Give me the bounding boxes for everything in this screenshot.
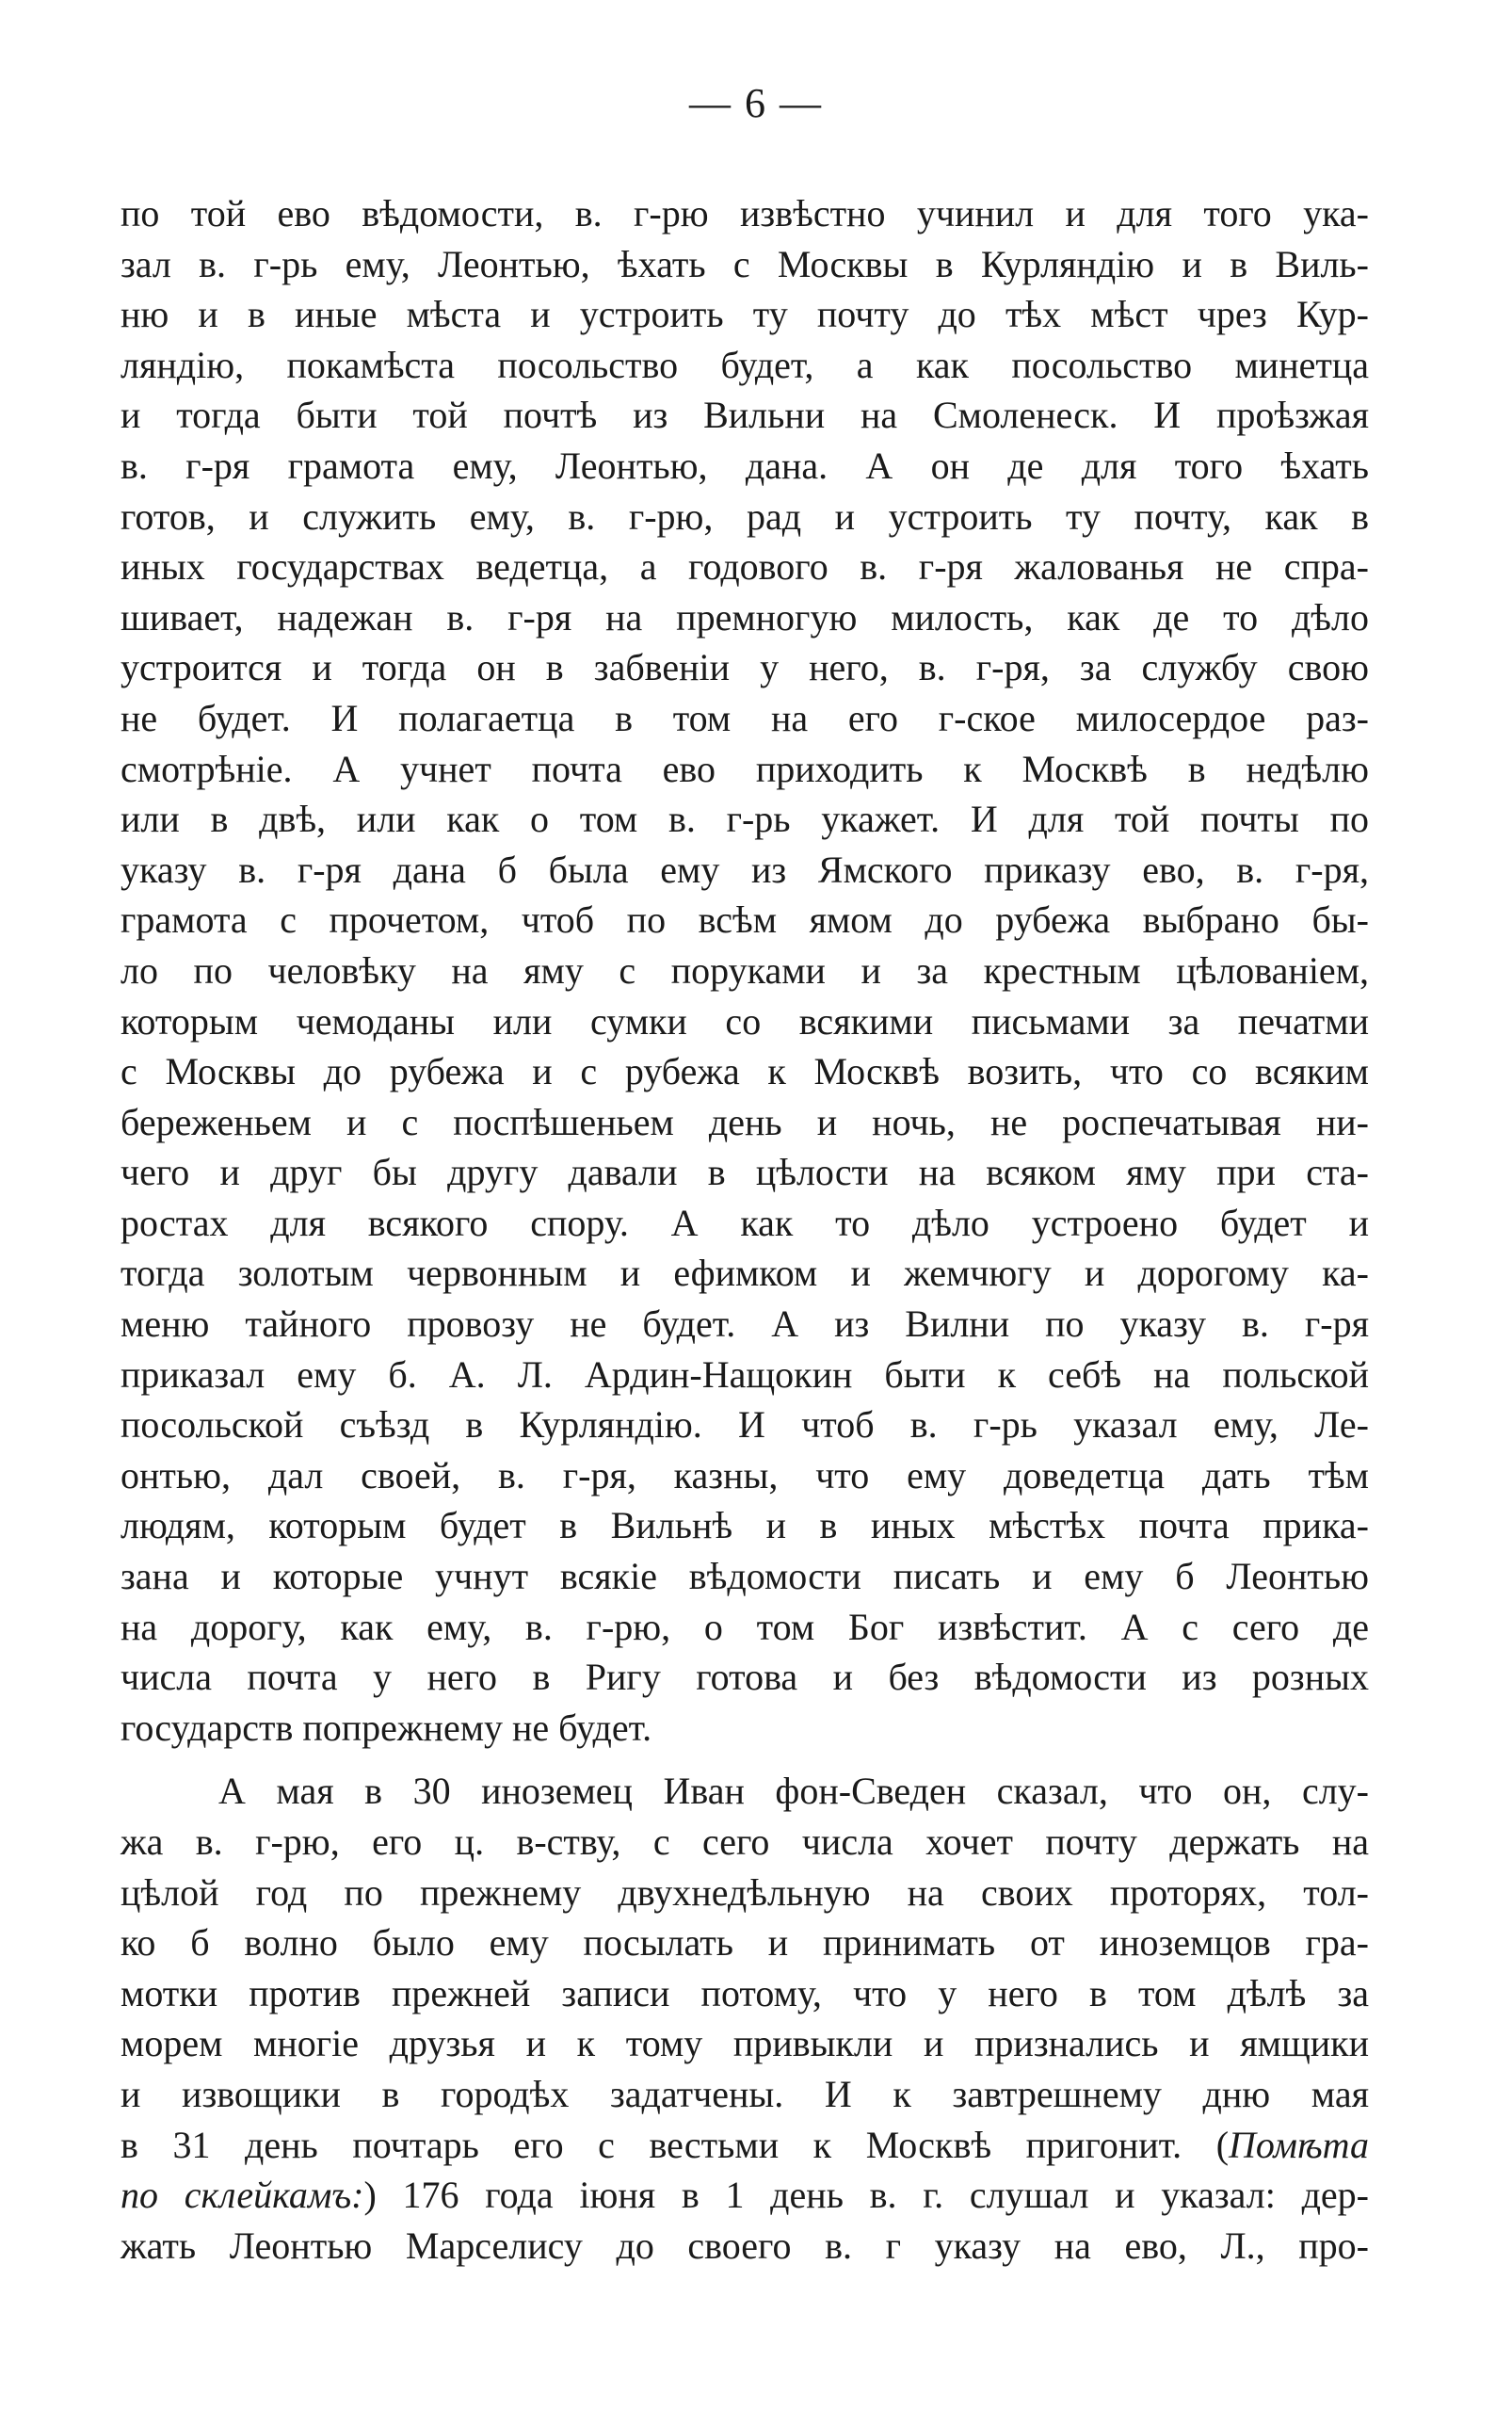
- marginal-note-label: по склейкамъ:: [121, 2174, 364, 2217]
- text-line: зана и которые учнут всякіе вѣдомости писать и ему б Леонтью: [121, 1555, 1369, 1598]
- text-line: береженьем и с поспѣшеньем день и ночь, не роспечатывая ни-: [121, 1100, 1369, 1143]
- text-line: меню тайного провозу не будет. А из Вилни по указу в. г-ря: [121, 1302, 1369, 1346]
- text-line: или в двѣ, или как о том в. г-рь укажет. И для той почты по: [121, 798, 1369, 841]
- text-line: по той ево вѣдомости, в. г-рю извѣстно учинил и для того ука-: [121, 192, 1369, 235]
- paragraph-2: [121, 1766, 1369, 2119]
- text-line: с Москвы до рубежа и с рубежа к Москвѣ возить, что со всяким: [121, 1050, 1369, 1093]
- text-line: готов, и служить ему, в. г-рю, рад и устроить ту почту, как в: [121, 494, 1369, 538]
- page-number: — 6 —: [689, 80, 823, 126]
- text-line: жать Леонтью Марселису до своего в. г указу на ево, Л., про-: [121, 2224, 1369, 2267]
- text-line-note-a: [121, 2120, 1369, 2171]
- text-line: в. г-ря грамота ему, Леонтью, дана. А он де для того ѣхать: [121, 444, 1369, 487]
- document-body: [121, 188, 1369, 2271]
- marginal-note-label: Помѣта: [1229, 2123, 1369, 2166]
- text-line: числа почта у него в Ригу готова и без вѣдомости из розных: [121, 1656, 1369, 1699]
- text-line: иных государствах ведетца, а годового в. г-ря жалованья не спра-: [121, 545, 1369, 589]
- text-line: онтью, дал своей, в. г-ря, казны, что ему доведетца дать тѣм: [121, 1453, 1369, 1496]
- text-line: ню и в иные мѣста и устроить ту почту до тѣх мѣст чрез Кур-: [121, 293, 1369, 336]
- text-line: людям, которым будет в Вильнѣ и в иных мѣстѣх почта прика-: [121, 1504, 1369, 1547]
- text-line: посольской съѣзд в Курляндію. И чтоб в. г-рь указал ему, Ле-: [121, 1403, 1369, 1447]
- text-line: государств попрежнему не будет.: [121, 1706, 652, 1749]
- text-line: грамота с прочетом, чтоб по всѣм ямом до рубежа выбрано бы-: [121, 898, 1369, 942]
- text-line: мотки против прежней записи потому, что у него в том дѣлѣ за: [121, 1971, 1369, 2014]
- line-text: в 31 день почтарь его с вестьми к Москвѣ пригонит. (: [121, 2123, 1230, 2166]
- text-line: не будет. И полагаетца в том на его г-ское милосердое раз-: [121, 696, 1369, 739]
- text-line: и тогда быти той почтѣ из Вильни на Смоленеск. И проѣзжая: [121, 394, 1369, 437]
- text-line: ростах для всякого спору. А как то дѣло устроено будет и: [121, 1201, 1369, 1244]
- text-line: ляндію, покамѣста посольство будет, а как посольство минетца: [121, 343, 1369, 386]
- text-line: на дорогу, как ему, в. г-рю, о том Бог извѣстит. А с сего де: [121, 1605, 1369, 1648]
- paragraph-gap: [121, 1753, 1369, 1766]
- paragraph-1: [121, 188, 1369, 1753]
- text-line: указу в. г-ря дана б была ему из Ямского приказу ево, в. г-ря,: [121, 848, 1369, 891]
- text-line: морем многіе друзья и к тому привыкли и признались и ямщики: [121, 2022, 1369, 2065]
- text-line: и извощики в городѣх задатчены. И к завтрешнему дню мая: [121, 2072, 1369, 2115]
- text-line: чего и друг бы другу давали в цѣлости на всяком яму при ста-: [121, 1151, 1369, 1194]
- text-line: жа в. г-рю, его ц. в-ству, с сего числа хочет почту держать на: [121, 1820, 1369, 1863]
- text-line: которым чемоданы или сумки со всякими письмами за печатми: [121, 999, 1369, 1043]
- text-line: устроится и тогда он в забвеніи у него, в. г-ря, за службу свою: [121, 646, 1369, 689]
- text-line: А мая в 30 иноземец Иван фон-Сведен сказал, что он, слу-: [218, 1770, 1369, 1813]
- text-line-note-b: [121, 2170, 1369, 2221]
- line-text: ) 176 года іюня в 1 день в. г. слушал и указал: дер-: [363, 2174, 1369, 2217]
- text-line: шивает, надежан в. г-ря на премногую милость, как де то дѣло: [121, 595, 1369, 639]
- text-line: ло по человѣку на яму с поруками и за крестным цѣлованіем,: [121, 948, 1369, 992]
- text-line: смотрѣніе. А учнет почта ево приходить к Москвѣ в недѣлю: [121, 747, 1369, 790]
- text-line: тогда золотым червонным и ефимком и жемчюгу и дорогому ка-: [121, 1252, 1369, 1295]
- text-line: цѣлой год по прежнему двухнедѣльную на своих проторях, тол-: [121, 1870, 1369, 1914]
- text-line: зал в. г-рь ему, Леонтью, ѣхать с Москвы в Курляндію и в Виль-: [121, 242, 1369, 285]
- text-line: приказал ему б. А. Л. Ардин-Нащокин быти к себѣ на польской: [121, 1352, 1369, 1396]
- text-line: ко б волно было ему посылать и принимать от иноземцов гра-: [121, 1921, 1369, 1965]
